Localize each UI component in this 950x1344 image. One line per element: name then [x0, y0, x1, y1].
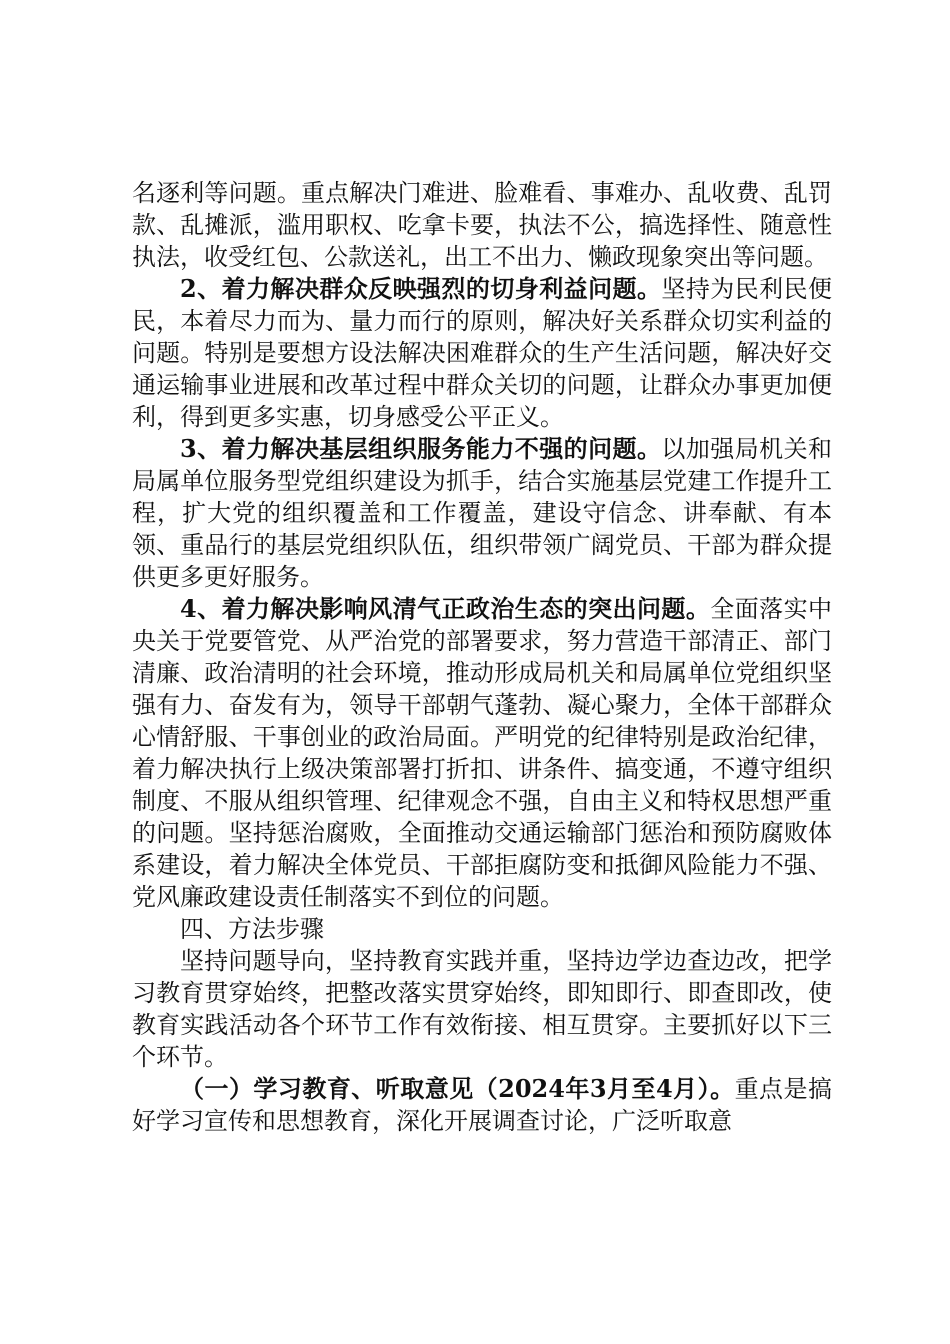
paragraph-heading: 3、着力解决基层组织服务能力不强的问题。: [180, 434, 662, 463]
paragraph-heading: （一）学习教育、听取意见（2024年3月至4月）。: [180, 1074, 735, 1103]
paragraph-heading: 4、着力解决影响风清气正政治生态的突出问题。: [180, 594, 711, 623]
document-page: [132, 177, 832, 1137]
paragraph-step-1: [132, 1073, 832, 1137]
section-title: 四、方法步骤: [180, 915, 324, 943]
paragraph-intro: [132, 945, 832, 1073]
paragraph-text: 全面落实中央关于党要管党、从严治党的部署要求，努力营造干部清正、部门清廉、政治清明的社会环境，推动形成局机关和局属单位党组织坚强有力、奋发有为，领导干部朝气蓬勃、凝心聚力，全体干部群众心情舒服、干事创业的政治局面。严明党的纪律特别是政治纪律，着力解决执行上级决策部署打折扣、讲条件、搞变通，不遵守组织制度、不服从组织管理、纪律观念不强，自由主义和特权思想严重的问题。坚持惩治腐败，全面推动交通运输部门惩治和预防腐败体系建设，着力解决全体党员、干部拒腐防变和抵御风险能力不强、党风廉政建设责任制落实不到位的问题。: [132, 595, 833, 911]
paragraph-text: 以加强局机关和局属单位服务型党组织建设为抓手，结合实施基层党建工作提升工程，扩大党的组织覆盖和工作覆盖，建设守信念、讲奉献、有本领、重品行的基层党组织队伍，组织带领广阔党员、干部为群众提供更多更好服务。: [132, 435, 832, 591]
paragraph-item-4: [132, 593, 832, 913]
section-heading: [132, 913, 832, 945]
paragraph-text: 重点是搞好学习宣传和思想教育，深化开展调查讨论，广泛听取意: [132, 1075, 832, 1135]
paragraph-continuation: [132, 177, 832, 273]
paragraph-item-2: [132, 273, 832, 433]
paragraph-text: 坚持问题导向，坚持教育实践并重，坚持边学边查边改，把学习教育贯穿始终，把整改落实贯穿始终，即知即行、即查即改，使教育实践活动各个环节工作有效衔接、相互贯穿。主要抓好以下三个环节。: [132, 947, 832, 1071]
paragraph-text: 坚持为民利民便民，本着尽力而为、量力而行的原则，解决好关系群众切实利益的问题。特别是要想方设法解决困难群众的生产生活问题，解决好交通运输事业进展和改革过程中群众关切的问题，让群众办事更加便利，得到更多实惠，切身感受公平正义。: [132, 275, 832, 431]
paragraph-text: 名逐利等问题。重点解决门难进、脸难看、事难办、乱收费、乱罚款、乱摊派，滥用职权、吃拿卡要，执法不公，搞选择性、随意性执法，收受红包、公款送礼，出工不出力、懒政现象突出等问题。: [132, 179, 832, 271]
paragraph-heading: 2、着力解决群众反映强烈的切身利益问题。: [180, 274, 662, 303]
paragraph-item-3: [132, 433, 832, 593]
